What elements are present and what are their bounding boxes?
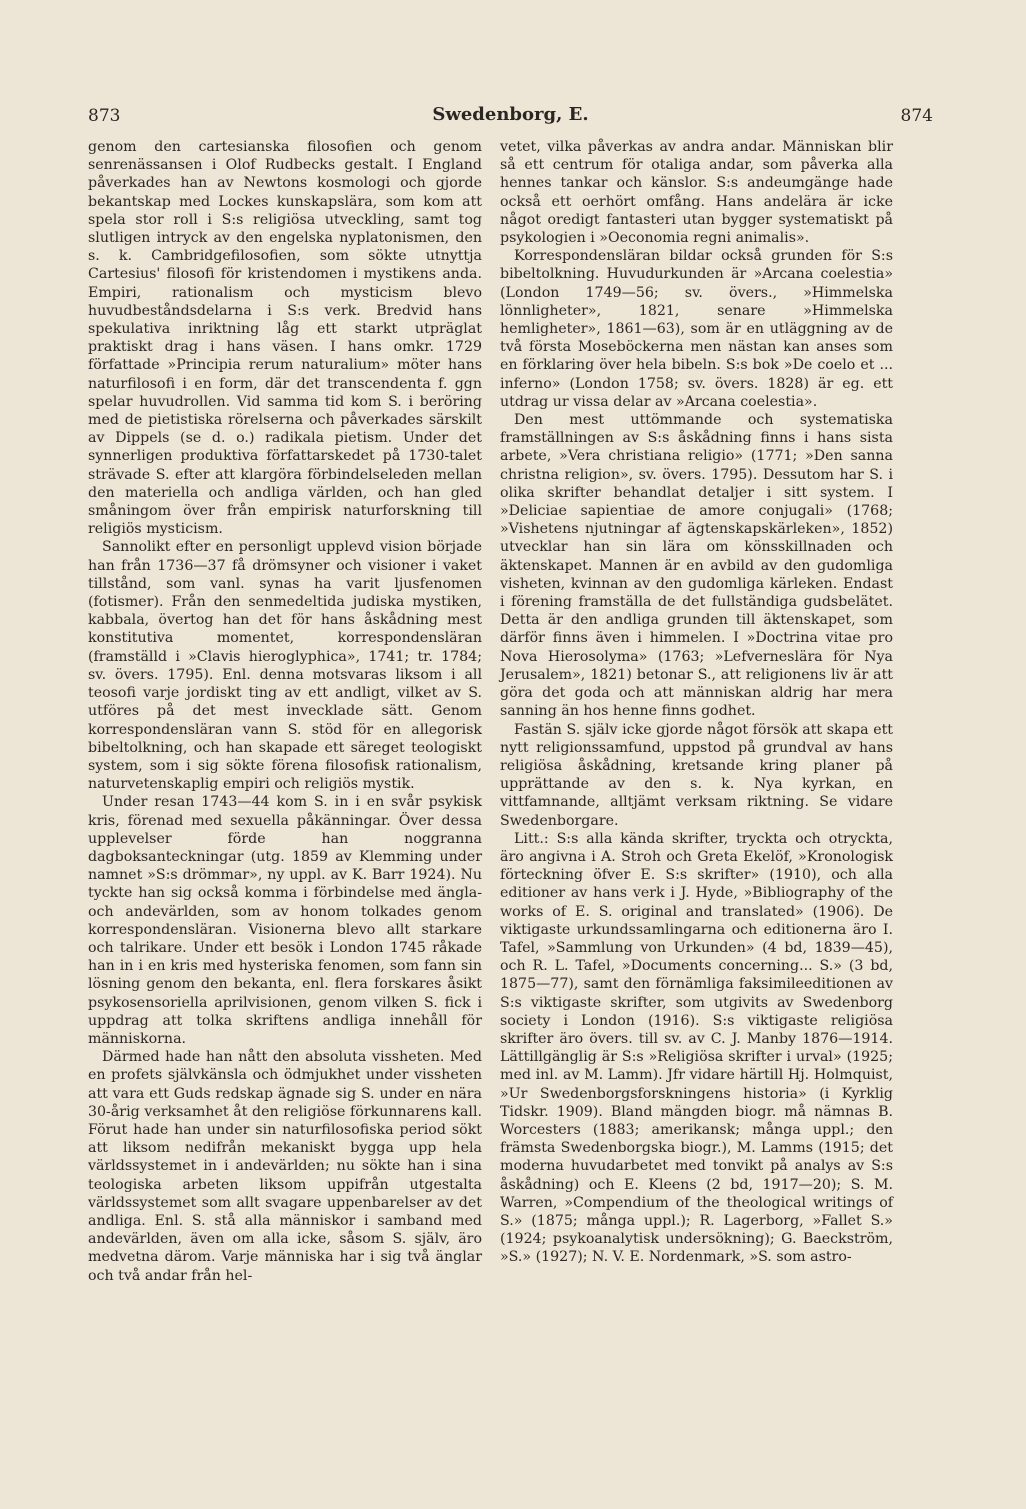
paragraph: Fastän S. själv icke gjorde något försök att skapa ett nytt religionssamfund, uppstod på grundval av hans religiösa åskådning, kretsande kring planer på upprättande av den s. k. Nya kyrkan, en vittfamnande, alltjämt verksam riktning. Se vidare Swedenborgare. [500, 721, 893, 829]
paragraph: Den mest uttömmande och systematiska framställningen av S:s åskådning finns i hans sista arbete, »Vera christiana religio» (1771; »Den sanna christna religion», sv. övers. 1795). Dessutom har S. i olika skrifter behandlat detaljer i sitt system. I »Deliciae sapientiae de amore conjugali» (1768; »Vishetens njutningar af ägtenskapskärleken», 1852) utvecklar han sin lära om könsskillnaden och äktenskapet. Mannen är en avbild av den gudomliga visheten, kvinnan av den gudomliga kärleken. Endast i förening framställa de det fullständiga gudsbelätet. Detta är den andliga grunden till äktenskapet, som därför finns även i himmelen. I »Doctrina vitae pro Nova Hierosolyma» (1763; »Lefverneslära för Nya Jerusalem», 1821) betonar S., att religionens liv är att göra det goda och att människan aldrig har mera sanning än hos henne finns godhet. [500, 412, 893, 720]
right-column [500, 138, 893, 1267]
page-number-right: 874 [900, 106, 933, 126]
paragraph: Korrespondensläran bildar också grunden för S:s bibeltolkning. Huvudurkunden är »Arcana coelestia» (London 1749—56; sv. övers., »Himmelska lönnligheter», 1821, senare »Himmelska hemligheter», 1861—63), som är en utläggning av de två första Moseböckerna men nästan kan anses som en förklaring över hela bibeln. S:s bok »De coelo et ... inferno» (London 1758; sv. övers. 1828) är eg. ett utdrag ur vissa delar av »Arcana coelestia». [500, 248, 893, 410]
running-header [88, 98, 933, 134]
paragraph: vetet, vilka påverkas av andra andar. Människan blir så ett centrum för otaliga andar, som påverka alla hennes tankar och känslor. S:s andeumgänge hade också ett oerhört omfång. Hans andelära är icke något oredigt fantasteri utan bygger systematiskt på psykologien i »Oeconomia regni animalis». [500, 139, 893, 247]
paragraph: genom den cartesianska filosofien och genom senrenässansen i Olof Rudbecks gestalt. I England påverkades han av Newtons kosmologi och gjorde bekantskap med Lockes kunskapslära, som kom att spela stor roll i S:s religiösa utveckling, samt tog slutligen intryck av den engelska nyplatonismen, den s. k. Cambridgefilosofien, som sökte utnyttja Cartesius' filosofi för kristendomen i mystikens anda. Empiri, rationalism och mysticism blevo huvudbeståndsdelarna i S:s verk. Bredvid hans spekulativa inriktning låg ett starkt utpräglat praktiskt drag i hans väsen. I hans omkr. 1729 författade »Principia rerum naturalium» möter hans naturfilosofi i en form, där det transcendenta f. ggn spelar huvudrollen. Vid samma tid kom S. i beröring med de pietistiska rörelserna och påverkades särskilt av Dippels (se d. o.) radikala pietism. Under det synnerligen produktiva författarskedet på 1730-talet strävade S. efter att klargöra förbindelseleden mellan den materiella och andliga världen, och han gled småningom över från empirisk naturforskning till religiös mysticism. [88, 139, 482, 538]
paragraph: Under resan 1743—44 kom S. in i en svår psykisk kris, förenad med sexuella påkänningar. Över dessa upplevelser förde han noggranna dagboksanteckningar (utg. 1859 av Klemming under namnet »S:s drömmar», ny uppl. av K. Barr 1924). Nu tyckte han sig också komma i förbindelse med ängla- och andevärlden, som av honom tolkades genom korrespondensläran. Visionerna blevo allt starkare och talrikare. Under ett besök i London 1745 råkade han in i en kris med hysteriska fenomen, som fann sin lösning genom den bekanta, enl. flera forskares åsikt psykosensoriella aprilvisionen, genom vilken S. fick i uppdrag att tolka skriftens andliga innehåll för människorna. [88, 794, 482, 1047]
page-number-left: 873 [88, 106, 121, 126]
left-column [88, 138, 482, 1285]
paragraph: Litt.: S:s alla kända skrifter, tryckta och otryckta, äro angivna i A. Stroh och Greta Ekelöf, »Kronologisk förteckning öfver E. S:s skrifter» (1910), och alla editioner av hans verk i J. Hyde, »Bibliography of the works of E. S. original and translated» (1906). De viktigaste urkundssamlingarna och editionerna äro I. Tafel, »Sammlung von Urkunden» (4 bd, 1839—45), och R. L. Tafel, »Documents concerning... S.» (3 bd, 1875—77), samt den förnämliga faksimileeditionen av S:s viktigaste skrifter, som utgivits av Swedenborg society i London (1916). S:s viktigaste religiösa skrifter äro övers. till sv. av C. J. Manby 1876—1914. Lättillgänglig är S:s »Religiösa skrifter i urval» (1925; med inl. av M. Lamm). Jfr vidare härtill Hj. Holmquist, »Ur Swedenborgsforskningens historia» (i Kyrklig Tidskr. 1909). Bland mängden biogr. må nämnas B. Worcesters (1883; amerikansk; många uppl.; den främsta Swedenborgska biogr.), M. Lamms (1915; det moderna huvudarbetet med tonvikt på analys av S:s åskådning) och E. Kleens (2 bd, 1917—20); S. M. Warren, »Compendium of the theological writings of S.» (1875; många uppl.); R. Lagerborg, »Fallet S.» (1924; psykoanalytisk undersökning); G. Baeckström, »S.» (1927); N. V. E. Nordenmark, »S. som astro- [500, 830, 893, 1266]
running-title: Swedenborg, E. [432, 104, 589, 125]
paragraph: Därmed hade han nått den absoluta vissheten. Med en profets självkänsla och ödmjukhet under vissheten att vara ett Guds redskap ägnade sig S. under en nära 30-årig verksamhet åt den religiöse förkunnarens kall. Förut hade han under sin naturfilosofiska period sökt att liksom nedifrån mekaniskt bygga upp hela världssystemet in i andevärlden; nu sökte han i sina teologiska arbeten liksom uppifrån utgestalta världssystemet som allt svagare uppenbarelser av det andliga. Enl. S. stå alla människor i samband med andevärlden, även om alla icke, såsom S. själv, äro medvetna därom. Varje människa har i sig två änglar och två andar från hel- [88, 1049, 482, 1284]
paragraph: Sannolikt efter en personligt upplevd vision började han från 1736—37 få drömsyner och visioner i vaket tillstånd, som vanl. synas ha varit ljusfenomen (fotismer). Från den senmedeltida judiska mystiken, kabbala, övertog han det för hans åskådning mest konstitutiva momentet, korrespondensläran (framställd i »Clavis hieroglyphica», 1741; tr. 1784; sv. övers. 1795). Enl. denna motsvaras liksom i all teosofi varje jordiskt ting av ett andligt, vilket av S. utföres på det mest invecklade sätt. Genom korrespondensläran vann S. stöd för en allegorisk bibeltolkning, och han skapade ett säreget teologiskt system, som i sig sökte förena filosofisk rationalism, naturvetenskaplig empiri och religiös mystik. [88, 539, 482, 793]
